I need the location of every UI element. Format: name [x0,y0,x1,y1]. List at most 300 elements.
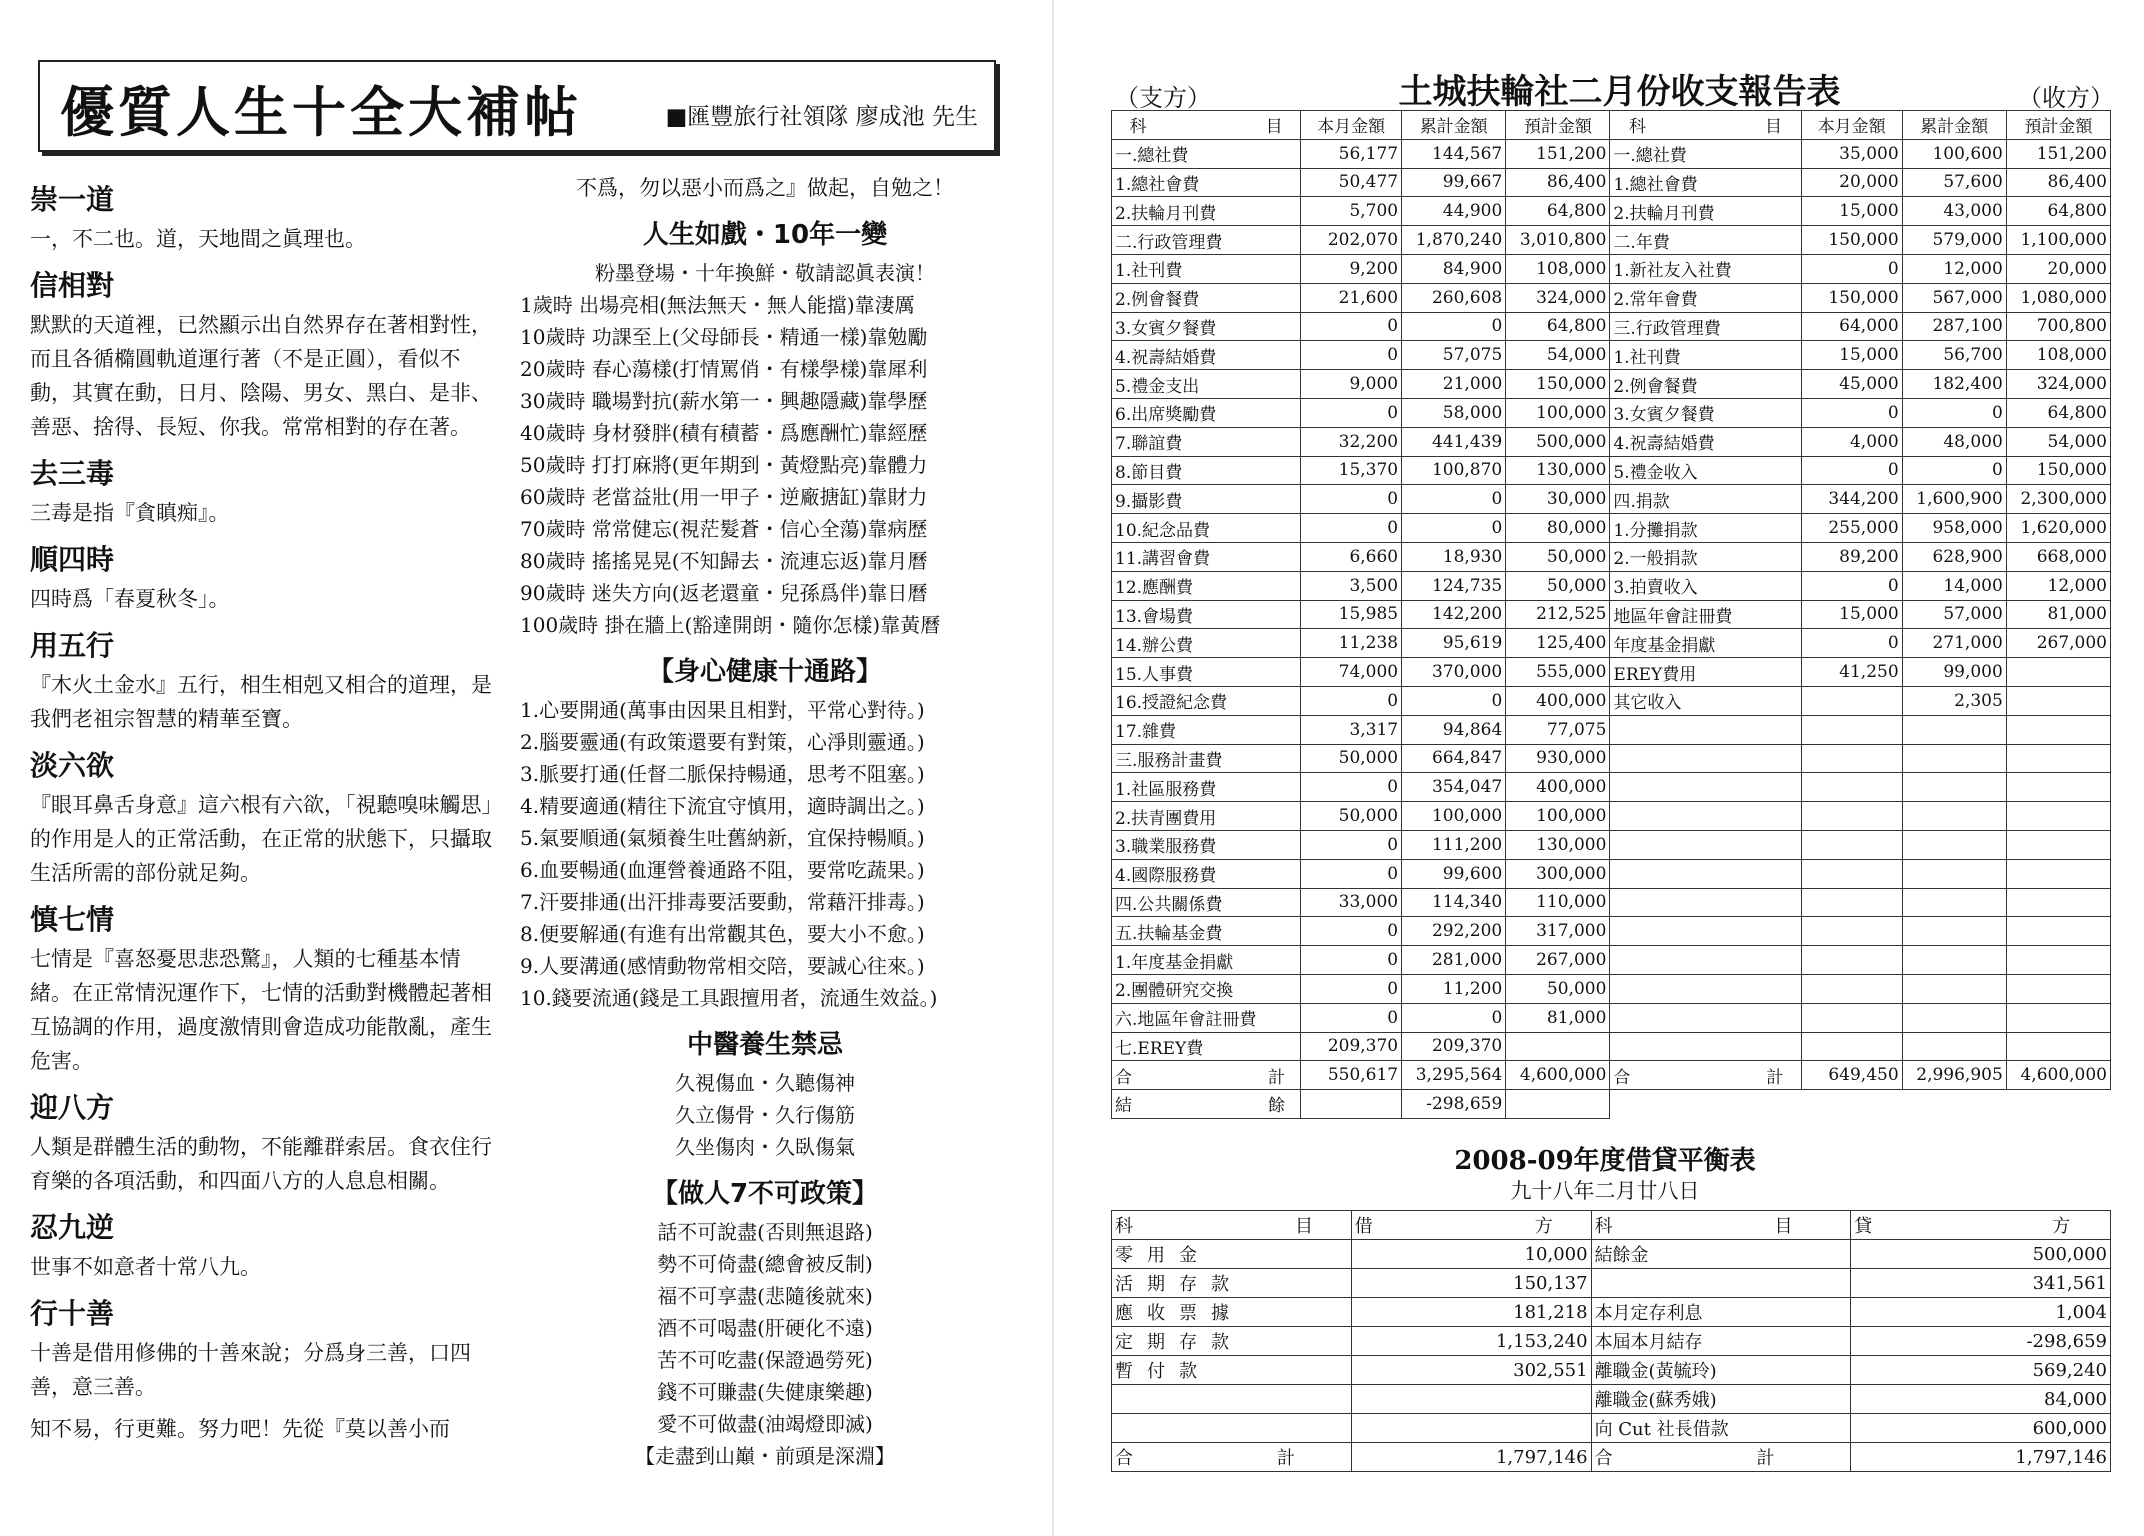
amount-cell: 0 [1402,485,1506,514]
item-cell: 1.社區服務費 [1112,773,1301,802]
amount-cell: 958,000 [1902,514,2006,543]
table-row [1112,946,2111,975]
amount-cell: 150,000 [1801,226,1902,255]
page-fold [1052,0,1054,1536]
amount-cell: 324,000 [2006,370,2110,399]
rules-line: 錢不可賺盡(失健康樂趣) [657,1380,873,1404]
amount-cell: 130,000 [1506,830,1610,859]
table-row [1112,658,2111,687]
amount-cell: 271,000 [1902,629,2006,658]
amount-cell: 2,305 [1902,686,2006,715]
item-cell [1610,859,1801,888]
amount-cell: 21,600 [1301,283,1402,312]
header-cell: 累計金額 [1902,111,2006,140]
item-cell: 4.祝壽結婚費 [1610,427,1801,456]
section-text: 三毒是指『貪瞋痴』。 [30,501,230,525]
balance-cell: 結 餘 [1112,1090,1301,1119]
item-cell [1610,830,1801,859]
bs-total-cell: 1,797,146 [1851,1443,2111,1472]
section-text: 『木火土金水』五行，相生相剋又相合的道理，是我們老祖宗智慧的精華至寶。 [30,673,492,731]
table-row [1112,686,2111,715]
item-cell: 10.紀念品費 [1112,514,1301,543]
amount-cell: 182,400 [1902,370,2006,399]
bs-item-cell: 零用金 [1112,1240,1352,1269]
amount-cell [1902,830,2006,859]
item-cell: 4.祝壽結婚費 [1112,341,1301,370]
balance-cell: -298,659 [1402,1090,1506,1119]
amount-cell: 100,000 [1506,802,1610,831]
amount-cell: 400,000 [1506,686,1610,715]
amount-cell: 0 [1902,456,2006,485]
amount-cell: 0 [1902,398,2006,427]
amount-cell: 15,000 [1801,197,1902,226]
amount-cell: 35,000 [1801,139,1902,168]
table-row [1112,542,2111,571]
header-cell: 本月金額 [1301,111,1402,140]
table-row [1112,398,2111,427]
item-cell: 5.禮金收入 [1610,456,1801,485]
amount-cell: 3,317 [1301,715,1402,744]
amount-cell: 94,864 [1402,715,1506,744]
item-cell: 11.講習會費 [1112,542,1301,571]
header-cell: 科 目 [1112,111,1301,140]
amount-cell: 150,000 [1506,370,1610,399]
amount-cell [1902,744,2006,773]
article-column-2 [520,172,1010,1472]
amount-cell: 209,370 [1301,1032,1402,1061]
item-cell: 三.服務計畫費 [1112,744,1301,773]
amount-cell: 370,000 [1402,658,1506,687]
table-row [1112,254,2111,283]
amount-cell: 20,000 [2006,254,2110,283]
amount-cell: 0 [1301,974,1402,1003]
section-text: 七情是『喜怒憂思悲恐驚』，人類的七種基本情緒。在正常情況運作下，七情的活動對機體起著相互協調的作用，過度激情則會造成功能散亂，產生危害。 [30,947,492,1073]
balance-sheet-table [1111,1210,2111,1472]
table-row [1112,1003,2111,1032]
item-cell: 1.總社會費 [1112,168,1301,197]
amount-cell: 114,340 [1402,888,1506,917]
amount-cell: 1,600,900 [1902,485,2006,514]
amount-cell: 317,000 [1506,917,1610,946]
item-cell: 七.EREY費 [1112,1032,1301,1061]
amount-cell: 628,900 [1902,542,2006,571]
amount-cell: 12,000 [2006,571,2110,600]
table-row [1112,773,2111,802]
amount-cell: 209,370 [1402,1032,1506,1061]
amount-cell: 0 [1301,1003,1402,1032]
section-heading: 迎八方 [30,1091,115,1124]
amount-cell: 700,800 [2006,312,2110,341]
amount-cell: 50,000 [1506,571,1610,600]
table-row [1112,830,2111,859]
amount-cell: 54,000 [2006,427,2110,456]
health-line: 3.脈要打通(任督二脈保持暢通，思考不阻塞。) [520,762,925,786]
amount-cell: 89,200 [1801,542,1902,571]
amount-cell: 441,439 [1402,427,1506,456]
amount-cell: 43,000 [1902,197,2006,226]
bs-total-cell: 合 計 [1591,1443,1851,1472]
item-cell: 12.應酬費 [1112,571,1301,600]
tcm-line: 久坐傷肉・久臥傷氣 [675,1135,855,1159]
amount-cell: 0 [1301,514,1402,543]
item-cell: 6.出席獎勵費 [1112,398,1301,427]
amount-cell: 9,000 [1301,370,1402,399]
amount-cell [2006,859,2110,888]
amount-cell: 0 [1301,859,1402,888]
amount-cell: 64,800 [1506,312,1610,341]
amount-cell [1902,802,2006,831]
amount-cell: 57,075 [1402,341,1506,370]
amount-cell: 281,000 [1402,946,1506,975]
bs-amount-cell: 302,551 [1351,1356,1591,1385]
item-cell: 16.授證紀念費 [1112,686,1301,715]
amount-cell: 0 [1301,917,1402,946]
amount-cell [2006,686,2110,715]
amount-cell: 125,400 [1506,629,1610,658]
amount-cell: 100,870 [1402,456,1506,485]
table-row [1112,917,2111,946]
bs-amount-cell: 1,004 [1851,1298,2111,1327]
item-cell: 7.聯誼費 [1112,427,1301,456]
amount-cell: 664,847 [1402,744,1506,773]
amount-cell [1801,888,1902,917]
bs-item-cell [1112,1385,1352,1414]
item-cell: 3.女賓夕餐費 [1112,312,1301,341]
table-row [1112,629,2111,658]
table-row [1112,312,2111,341]
amount-cell [2006,744,2110,773]
amount-cell: 267,000 [2006,629,2110,658]
amount-cell: 151,200 [2006,139,2110,168]
amount-cell: 0 [1402,1003,1506,1032]
amount-cell [1902,859,2006,888]
amount-cell: 150,000 [1801,283,1902,312]
bs-header-row [1112,1211,2111,1240]
amount-cell: 6,660 [1301,542,1402,571]
table-row [1112,341,2111,370]
total-cell: 3,295,564 [1402,1061,1506,1090]
amount-cell: 567,000 [1902,283,2006,312]
amount-cell: 0 [1801,254,1902,283]
amount-cell [1801,830,1902,859]
amount-cell [1801,744,1902,773]
table-row [1112,370,2111,399]
amount-cell: 32,200 [1301,427,1402,456]
bs-amount-cell [1351,1414,1591,1443]
total-cell: 合 計 [1610,1061,1801,1090]
bs-header-cell: 科 目 [1591,1211,1851,1240]
amount-cell: 81,000 [2006,600,2110,629]
amount-cell: 0 [1402,312,1506,341]
rules-line: 話不可說盡(否則無退路) [657,1220,873,1244]
amount-cell: 77,075 [1506,715,1610,744]
amount-cell: 0 [1301,341,1402,370]
amount-cell [2006,658,2110,687]
amount-cell: 150,000 [2006,456,2110,485]
item-cell [1610,744,1801,773]
closing-text: 知不易，行更難。努力吧！先從『莫以善小而 [30,1417,450,1441]
amount-cell: 50,000 [1506,542,1610,571]
amount-cell [1801,715,1902,744]
section-heading: 慎七情 [30,903,115,936]
amount-cell: 0 [1402,514,1506,543]
amount-cell: 1,870,240 [1402,226,1506,255]
item-cell: 1.新社友入社費 [1610,254,1801,283]
amount-cell: 212,525 [1506,600,1610,629]
item-cell: 13.會場費 [1112,600,1301,629]
health-line: 10.錢要流通(錢是工具跟擅用者，流通生效益。) [520,986,938,1010]
amount-cell: 9,200 [1301,254,1402,283]
amount-cell: 108,000 [2006,341,2110,370]
bs-amount-cell: 150,137 [1351,1269,1591,1298]
amount-cell: 57,000 [1902,600,2006,629]
life-line: 80歲時 搖搖晃晃(不知歸去・流連忘返)靠月曆 [520,549,928,573]
section-heading: 信相對 [30,269,115,302]
amount-cell: 30,000 [1506,485,1610,514]
header-cell: 科 目 [1610,111,1801,140]
item-cell: 六.地區年會註冊費 [1112,1003,1301,1032]
bs-item-cell: 本月定存利息 [1591,1298,1851,1327]
item-cell: 1.年度基金捐獻 [1112,946,1301,975]
amount-cell: 354,047 [1402,773,1506,802]
amount-cell: 5,700 [1301,197,1402,226]
life-title: 人生如戲・10年一變 [642,220,888,250]
life-line: 50歲時 打打麻將(更年期到・黃燈點亮)靠體力 [520,453,928,477]
bs-amount-cell: 84,000 [1851,1385,2111,1414]
health-list [520,694,1010,1014]
item-cell: 3.職業服務費 [1112,830,1301,859]
amount-cell [2006,830,2110,859]
amount-cell: 344,200 [1801,485,1902,514]
item-cell: 2.一般捐款 [1610,542,1801,571]
bs-row [1112,1327,2111,1356]
right-page [1095,0,2144,1536]
amount-cell: 668,000 [2006,542,2110,571]
life-line: 100歲時 掛在牆上(豁達開朗・隨你怎樣)靠黃曆 [520,613,941,637]
header-cell: 累計金額 [1402,111,1506,140]
table-row [1112,571,2111,600]
balance-row [1112,1090,2111,1119]
amount-cell [1902,946,2006,975]
amount-cell: 3,500 [1301,571,1402,600]
amount-cell: 45,000 [1801,370,1902,399]
total-cell: 4,600,000 [1506,1061,1610,1090]
bs-item-cell: 離職金(黃毓玲) [1591,1356,1851,1385]
life-line: 60歲時 老當益壯(用一甲子・逆廠搪缸)靠財力 [520,485,928,509]
total-cell: 649,450 [1801,1061,1902,1090]
item-cell: 1.分攤捐款 [1610,514,1801,543]
amount-cell: 74,000 [1301,658,1402,687]
bs-item-cell: 本屆本月結存 [1591,1327,1851,1356]
health-line: 6.血要暢通(血運營養通路不阻，要常吃蔬果。) [520,858,925,882]
amount-cell: 292,200 [1402,917,1506,946]
amount-cell: 2,300,000 [2006,485,2110,514]
amount-cell: 80,000 [1506,514,1610,543]
bs-amount-cell [1351,1385,1591,1414]
amount-cell [1801,859,1902,888]
amount-cell: 0 [1301,312,1402,341]
item-cell: 2.扶輪月刊費 [1610,197,1801,226]
bs-amount-cell: 569,240 [1851,1356,2111,1385]
table-row [1112,197,2111,226]
amount-cell [2006,888,2110,917]
total-cell: 2,996,905 [1902,1061,2006,1090]
amount-cell: 579,000 [1902,226,2006,255]
rules-title: 【做人7不可政策】 [651,1179,879,1209]
amount-cell: 0 [1301,485,1402,514]
section-heading: 去三毒 [30,457,115,490]
amount-cell: 1,080,000 [2006,283,2110,312]
item-cell: 5.禮金支出 [1112,370,1301,399]
continued-text: 不爲，勿以惡小而爲之』做起，自勉之！ [576,176,954,200]
table-row [1112,888,2111,917]
table-row [1112,283,2111,312]
amount-cell: 57,600 [1902,168,2006,197]
expense-side-label: （支方） [1115,84,1211,112]
bs-item-cell [1591,1269,1851,1298]
rules-line: 苦不可吃盡(保證過勞死) [657,1348,873,1372]
amount-cell [2006,1003,2110,1032]
amount-cell: 15,000 [1801,341,1902,370]
amount-cell: 18,930 [1402,542,1506,571]
item-cell [1610,946,1801,975]
amount-cell: 300,000 [1506,859,1610,888]
amount-cell: 81,000 [1506,1003,1610,1032]
item-cell: 2.例會餐費 [1112,283,1301,312]
amount-cell: 202,070 [1301,226,1402,255]
item-cell: 9.攝影費 [1112,485,1301,514]
amount-cell [1902,715,2006,744]
section-heading: 順四時 [30,543,115,576]
item-cell: 五.扶輪基金費 [1112,917,1301,946]
life-intro: 粉墨登場・十年換鮮・敬請認眞表演！ [595,261,935,285]
balance-cell [1506,1090,1610,1119]
bs-row [1112,1240,2111,1269]
bs-item-cell [1112,1414,1352,1443]
amount-cell: 151,200 [1506,139,1610,168]
item-cell [1610,917,1801,946]
amount-cell: 12,000 [1902,254,2006,283]
tcm-title: 中醫養生禁忌 [686,1030,843,1060]
item-cell: 2.扶青團費用 [1112,802,1301,831]
health-line: 7.汗要排通(出汗排毒要活要動，常藉汗排毒。) [520,890,925,914]
amount-cell: 4,000 [1801,427,1902,456]
amount-cell: 15,370 [1301,456,1402,485]
item-cell: 三.行政管理費 [1610,312,1801,341]
life-line: 30歲時 職場對抗(薪水第一・興趣隱藏)靠學歷 [520,389,928,413]
item-cell [1610,715,1801,744]
total-cell: 550,617 [1301,1061,1402,1090]
life-line: 1歲時 出場亮相(無法無天・無人能擋)靠淒厲 [520,293,915,317]
amount-cell [1801,773,1902,802]
total-cell: 合 計 [1112,1061,1301,1090]
table-row [1112,715,2111,744]
amount-cell: 267,000 [1506,946,1610,975]
amount-cell: 124,735 [1402,571,1506,600]
amount-cell: 84,900 [1402,254,1506,283]
balance-sheet-date: 九十八年二月廿八日 [1510,1179,1700,1203]
rules-line: 勢不可倚盡(總會被反制) [657,1252,873,1276]
title-box [38,60,996,152]
amount-cell: 50,477 [1301,168,1402,197]
amount-cell [2006,946,2110,975]
balance-cell [1301,1090,1402,1119]
item-cell: 2.常年會費 [1610,283,1801,312]
section-text: 人類是群體生活的動物，不能離群索居。食衣住行育樂的各項活動，和四面八方的人息息相關。 [30,1135,492,1193]
table-row [1112,744,2111,773]
bs-item-cell: 向 Cut 社長借款 [1591,1414,1851,1443]
item-cell: 2.例會餐費 [1610,370,1801,399]
amount-cell: 20,000 [1801,168,1902,197]
amount-cell: 110,000 [1506,888,1610,917]
item-cell: 1.社刊費 [1112,254,1301,283]
bs-row [1112,1269,2111,1298]
item-cell: 地區年會註冊費 [1610,600,1801,629]
table-row [1112,600,2111,629]
amount-cell: 56,177 [1301,139,1402,168]
amount-cell [1801,802,1902,831]
bs-item-cell: 定期存款 [1112,1327,1352,1356]
rules-line: 愛不可做盡(油竭燈即滅) [657,1412,873,1436]
life-line: 20歲時 春心蕩樣(打情罵俏・有樣學樣)靠犀利 [520,357,928,381]
table-row [1112,802,2111,831]
amount-cell: 11,200 [1402,974,1506,1003]
amount-cell: 930,000 [1506,744,1610,773]
table-row [1112,859,2111,888]
amount-cell: 100,000 [1402,802,1506,831]
item-cell: 2.團體研究交換 [1112,974,1301,1003]
item-cell: 14.辦公費 [1112,629,1301,658]
bs-amount-cell: 10,000 [1351,1240,1591,1269]
amount-cell: 0 [1301,830,1402,859]
section-text: 世事不如意者十常八九。 [30,1255,261,1279]
section-heading: 行十善 [30,1297,115,1330]
health-line: 4.精要適通(精往下流宜守慎用，適時調出之。) [520,794,925,818]
section-text: 十善是借用修佛的十善來說；分爲身三善，口四善，意三善。 [30,1341,471,1399]
amount-cell [1506,1032,1610,1061]
amount-cell: 260,608 [1402,283,1506,312]
amount-cell [1902,1003,2006,1032]
section-text: 『眼耳鼻舌身意』這六根有六欲，「視聽嗅味觸思」的作用是人的正常活動，在正常的狀態下，只攝取生活所需的部份就足夠。 [30,793,492,885]
amount-cell [1902,917,2006,946]
income-expense-table [1111,110,2111,1119]
bs-total-cell: 1,797,146 [1351,1443,1591,1472]
amount-cell: 56,700 [1902,341,2006,370]
amount-cell: 64,800 [2006,398,2110,427]
section-text: 一，不二也。道，天地間之眞理也。 [30,227,366,251]
bs-header-cell: 貸 方 [1851,1211,2111,1240]
amount-cell: 50,000 [1506,974,1610,1003]
section-text: 四時爲「春夏秋冬」。 [30,587,230,611]
total-row [1112,1061,2111,1090]
amount-cell: 0 [1301,773,1402,802]
amount-cell: 48,000 [1902,427,2006,456]
life-line: 70歲時 常常健忘(視茫髮蒼・信心全蕩)靠病歷 [520,517,928,541]
item-cell: 一.總社費 [1112,139,1301,168]
amount-cell: 3,010,800 [1506,226,1610,255]
amount-cell [1801,946,1902,975]
section-heading: 崇一道 [30,183,115,216]
amount-cell [1801,1032,1902,1061]
header-cell: 預計金額 [1506,111,1610,140]
income-side-label: （收方） [2018,84,2114,112]
table-row [1112,485,2111,514]
bs-total-row [1112,1443,2111,1472]
section-text: 默默的天道裡，已然顯示出自然界存在著相對性，而且各循橢圓軌道運行著（不是正圓），看似不動，其實在動，日月、陰陽、男女、黑白、是非、善惡、捨得、長短、你我。常常相對的存在著。 [30,313,492,439]
item-cell: 8.節目費 [1112,456,1301,485]
health-line: 9.人要溝通(感情動物常相交陪，要誠心往來。) [520,954,925,978]
bs-total-cell: 合 計 [1112,1443,1352,1472]
